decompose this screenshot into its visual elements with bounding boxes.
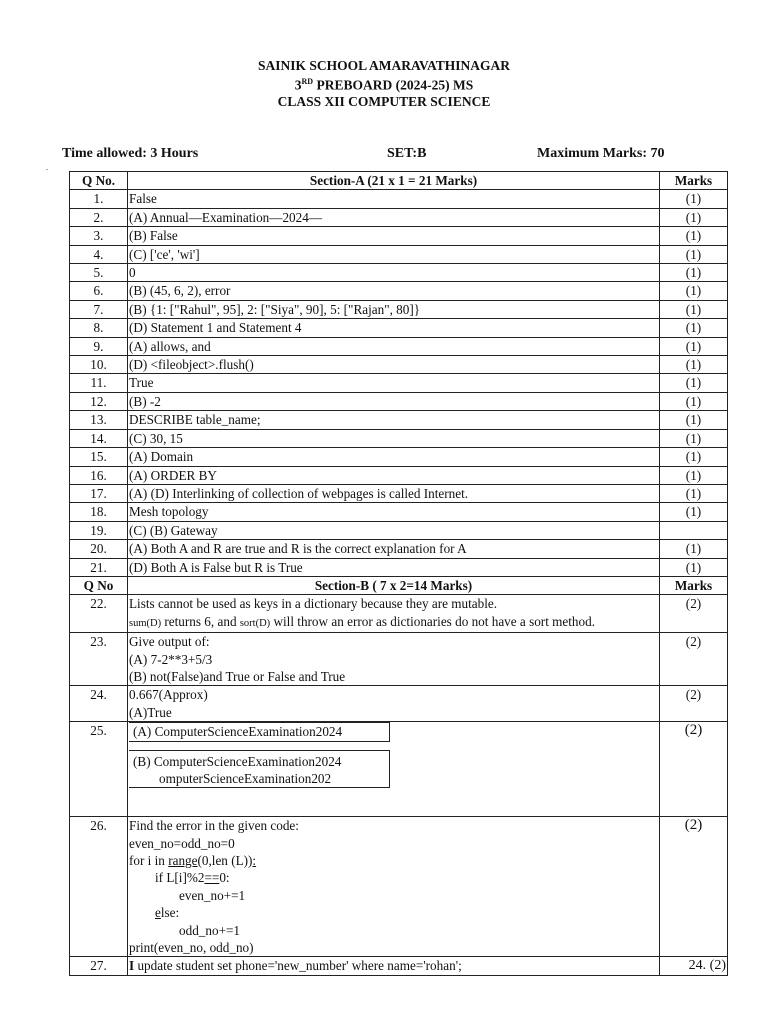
question-number: 7.	[70, 300, 128, 318]
table-row	[70, 429, 728, 447]
answer-cell: Give output of: (A) 7-2**3+5/3 (B) not(False)and True or False and True	[128, 633, 660, 686]
question-number: 9.	[70, 337, 128, 355]
answer-cell: DESCRIBE table_name;	[128, 411, 660, 429]
section-b-title: Section-B ( 7 x 2=14 Marks)	[128, 576, 660, 594]
question-number: 12.	[70, 392, 128, 410]
question-number: 20.	[70, 540, 128, 558]
set-label: SET:B	[387, 146, 427, 161]
answer-cell	[128, 722, 660, 817]
question-number: 16.	[70, 466, 128, 484]
marks-cell: (1)	[660, 374, 728, 392]
marks-cell: (1)	[660, 245, 728, 263]
marks-cell: (1)	[660, 319, 728, 337]
table-row	[70, 337, 728, 355]
qno-header: Q No	[70, 576, 128, 594]
question-number: 15.	[70, 448, 128, 466]
answer-cell: (B) -2	[128, 392, 660, 410]
table-row: 25. (A) ComputerScienceExamination2024 (B) ComputerScienceExamination2024 omputerScienceExamination202 (2)	[70, 722, 728, 817]
table-row	[70, 227, 728, 245]
marks-cell: (1)	[660, 466, 728, 484]
answer-cell: (A) Both A and R are true and R is the correct explanation for A	[128, 540, 660, 558]
table-row	[70, 466, 728, 484]
marks-cell: (1)	[660, 392, 728, 410]
marks-cell: (1)	[660, 503, 728, 521]
marks-cell: (1)	[660, 484, 728, 502]
maximum-marks: Maximum Marks: 70	[537, 146, 665, 161]
table-row	[70, 190, 728, 208]
section-a-title: Section-A (21 x 1 = 21 Marks)	[128, 172, 660, 190]
marks-cell: (1)	[660, 282, 728, 300]
question-number: 8.	[70, 319, 128, 337]
table-row	[70, 558, 728, 576]
table-row: 22. Lists cannot be used as keys in a dictionary because they are mutable. sum(D) returns 6, and sort(D) will throw an error as dictionaries do not have a sort method. (2)	[70, 595, 728, 633]
answer-cell: (B) {1: ["Rahul", 95], 2: ["Siya", 90], 5: ["Rajan", 80]}	[128, 300, 660, 318]
table-row	[70, 356, 728, 374]
question-number: 2.	[70, 208, 128, 226]
output-box-b: (B) ComputerScienceExamination2024 omputerScienceExamination202	[129, 750, 390, 789]
marks-cell: (1)	[660, 300, 728, 318]
marks-cell	[660, 521, 728, 539]
document-header	[0, 58, 768, 110]
question-number: 13.	[70, 411, 128, 429]
question-number: 17.	[70, 484, 128, 502]
table-row: 26. Find the error in the given code: even_no=odd_no=0 for i in range(0,len (L)): if L[i]%2==0: even_no+=1 else: odd_no+=1 print(even_no, odd_no) (2)	[70, 817, 728, 957]
answer-cell: (C) (B) Gateway	[128, 521, 660, 539]
table-row	[70, 503, 728, 521]
table-row	[70, 540, 728, 558]
answer-cell: (C) ['ce', 'wi']	[128, 245, 660, 263]
marks-cell: (1)	[660, 227, 728, 245]
marks-cell: (1)	[660, 411, 728, 429]
table-row	[70, 411, 728, 429]
answer-cell: (A) ORDER BY	[128, 466, 660, 484]
question-number: 6.	[70, 282, 128, 300]
table-row	[70, 448, 728, 466]
table-row	[70, 245, 728, 263]
marks-header: Marks	[660, 576, 728, 594]
answer-cell: True	[128, 374, 660, 392]
question-number: 14.	[70, 429, 128, 447]
output-box-a: (A) ComputerScienceExamination2024	[129, 722, 390, 741]
table-row	[70, 374, 728, 392]
table-row	[70, 484, 728, 502]
marks-cell: (1)	[660, 429, 728, 447]
section-b-header	[70, 576, 728, 594]
marks-cell: (1)	[660, 356, 728, 374]
section-b	[70, 576, 728, 975]
marks-cell: (1)	[660, 540, 728, 558]
marks-cell: (1)	[660, 190, 728, 208]
answer-cell: (A) Annual—Examination—2024—	[128, 208, 660, 226]
marks-cell: (1)	[660, 558, 728, 576]
marking-scheme-table	[69, 171, 728, 976]
table-row: 23. Give output of: (A) 7-2**3+5/3 (B) not(False)and True or False and True (2)	[70, 633, 728, 686]
marks-cell: (1)	[660, 448, 728, 466]
answer-cell: (A) Domain	[128, 448, 660, 466]
question-number: 1.	[70, 190, 128, 208]
marks-cell: (1)	[660, 208, 728, 226]
question-number: 3.	[70, 227, 128, 245]
question-number: 5.	[70, 264, 128, 282]
answer-cell: (D) <fileobject>.flush()	[128, 356, 660, 374]
answer-cell: Mesh topology	[128, 503, 660, 521]
question-number: 10.	[70, 356, 128, 374]
question-number: 19.	[70, 521, 128, 539]
marks-header: Marks	[660, 172, 728, 190]
answer-cell: Find the error in the given code: even_no=odd_no=0 for i in range(0,len (L)): if L[i]%2==0: even_no+=1 else: odd_no+=1 print(even_no, odd_no)	[128, 817, 660, 957]
answer-cell: False	[128, 190, 660, 208]
marks-cell: (1)	[660, 264, 728, 282]
section-a-header	[70, 172, 728, 190]
question-number: 21.	[70, 558, 128, 576]
table-row: 27. I update student set phone='new_number' where name='rohan'; 24. (2)	[70, 957, 728, 975]
table-row	[70, 300, 728, 318]
section-a	[70, 172, 728, 577]
preboard-title: 3RD PREBOARD (2024-25) MS	[294, 77, 474, 93]
qno-header: Q No.	[70, 172, 128, 190]
class-title: CLASS XII COMPUTER SCIENCE	[277, 93, 491, 109]
table-row	[70, 319, 728, 337]
school-name: SAINIK SCHOOL AMARAVATHINAGAR	[257, 58, 511, 73]
table-row	[70, 521, 728, 539]
answer-cell: (B) (45, 6, 2), error	[128, 282, 660, 300]
answer-cell: I update student set phone='new_number' where name='rohan';	[128, 957, 660, 975]
table-row	[70, 282, 728, 300]
marks-cell: (1)	[660, 337, 728, 355]
question-number: 4.	[70, 245, 128, 263]
answer-cell: (D) Both A is False but R is True	[128, 558, 660, 576]
answer-cell: 0.667(Approx) (A)True	[128, 686, 660, 722]
answer-cell: Lists cannot be used as keys in a dictionary because they are mutable. sum(D) returns 6, and sort(D) will throw an error as dictionaries do not have a sort method.	[128, 595, 660, 633]
table-row: 24. 0.667(Approx) (A)True (2)	[70, 686, 728, 722]
table-row	[70, 264, 728, 282]
question-number: 11.	[70, 374, 128, 392]
answer-cell: (B) False	[128, 227, 660, 245]
answer-cell: (A) allows, and	[128, 337, 660, 355]
table-row	[70, 208, 728, 226]
answer-cell: (C) 30, 15	[128, 429, 660, 447]
answer-cell: 0	[128, 264, 660, 282]
time-allowed: Time allowed: 3 Hours	[62, 146, 199, 161]
table-row	[70, 392, 728, 410]
answer-cell: (D) Statement 1 and Statement 4	[128, 319, 660, 337]
question-number: 18.	[70, 503, 128, 521]
answer-cell: (A) (D) Interlinking of collection of webpages is called Internet.	[128, 484, 660, 502]
